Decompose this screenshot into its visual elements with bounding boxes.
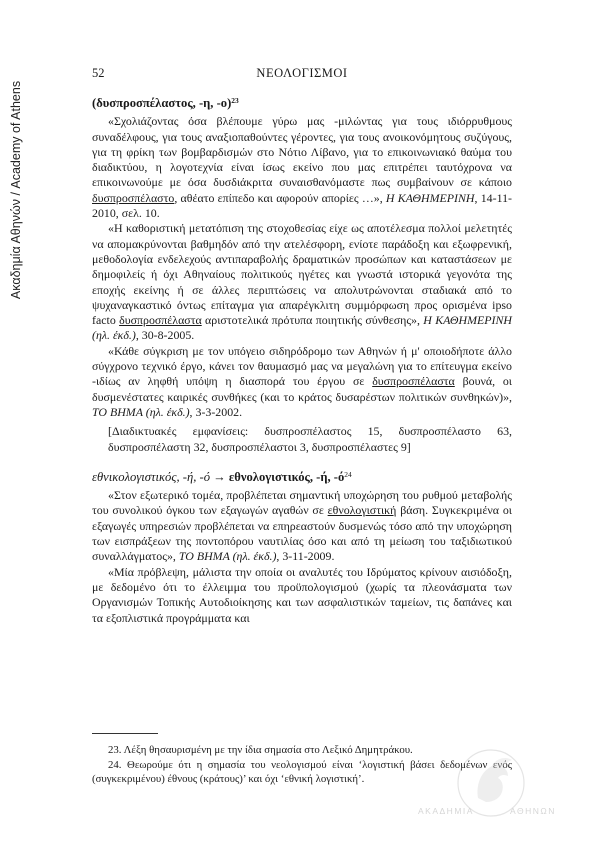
quote-text: «Κάθε σύγκριση με τον υπόγειο σιδηρόδρομο των Αθηνών ή μ' οποιοδήποτε άλλο σύγχρονο τεχνικό έργο, κάνει τον θαυμασμό μας να μεγαλώνη για το επίτευγμα εκείνο -ιδίως αν ληφθή υπόψη η διασπορά του έργου σε — [92, 343, 512, 389]
side-label — [4, 40, 28, 340]
footnote-divider — [92, 733, 158, 734]
headword-old: εθνικολογιστικός, -ή, -ό — [92, 469, 210, 484]
headword-text: (δυσπροσπέλαστος, -η, -ο) — [92, 96, 232, 110]
side-label-text: Ακαδημία Αθηνών / Academy of Athens — [9, 80, 23, 300]
source-edition: (ηλ. έκδ.) — [92, 328, 136, 343]
source-date: , 30-8-2005. — [135, 328, 195, 343]
running-title: ΝΕΟΛΟΓΙΣΜΟΙ — [256, 66, 348, 80]
quotation: «Μία πρόβλεψη, μάλιστα την οποία οι αναλυτές του Ιδρύματος κρίνουν αισιόδοξη, με δεδομένο ότι το έλλειμμα του προϋπολογισμού (χωρίς τα πλεονάσματα των Οργανισμών Τοπικής Αυτοδιοίκησης και των ασφαλιστικών ταμείων, τις δαπάνες και τα εξοπλιστικά προγράμματα και — [92, 564, 512, 625]
quote-text: αριστοτελικά πρότυπα ποιητικής σύνθεσης», — [201, 313, 424, 328]
source-date: , 3-11-2009. — [276, 549, 335, 564]
arrow-symbol: → — [210, 469, 229, 484]
quotation — [92, 488, 512, 564]
highlighted-term: δυσπροσπέλαστα — [372, 374, 455, 389]
quote-text: βουνά, οι δυσμενέστατες καιρικές συνθήκες (και το κράτος δυσαρέστων πολιτικών συνθηκών)», — [92, 374, 512, 404]
source-edition: (ηλ. έκδ.) — [229, 549, 277, 564]
watermark-text-right: ΑΘΗΝΩΝ — [510, 806, 556, 816]
highlighted-term: δυσπροσπέλαστο — [92, 190, 175, 205]
quote-text: , αθέατο επίπεδο και αφορούν απορίες …», — [174, 190, 386, 205]
page-number: 52 — [92, 66, 105, 80]
watermark-text-left: ΑΚΑΔΗΜΙΑ — [418, 806, 474, 816]
highlighted-term: εθνολογιστική — [327, 503, 397, 518]
quotation — [92, 344, 512, 420]
source-edition: (ηλ. έκδ.) — [142, 404, 190, 419]
source-title: ΤΟ ΒΗΜΑ — [178, 549, 230, 564]
entry-headword — [92, 470, 512, 485]
highlighted-term: δυσπροσπέλαστα — [119, 313, 202, 328]
source-date: , 14-11-2010, σελ. 10. — [92, 190, 512, 221]
quote-text: «Στον εξωτερικό τομέα, προβλέπεται σημαντική υποχώρηση του ρυθμού μεταβολής του συνολικού όγκου των εξαγωγών αγαθών σε — [92, 488, 512, 518]
internet-occurrences: [Διαδικτυακές εμφανίσεις: δυσπροσπέλαστος 15, δυσπροσπέλαστο 63, δυσπροσπέλαστη 32, δυσπροσπέλαστοι 3, δυσπροσπέλαστες 9] — [108, 424, 512, 454]
footnote: 24. Θεωρούμε ότι η σημασία του νεολογισμού είναι ‘λογιστική βάσει δεδομένων ενός (συγκεκριμένου) έθνους (κράτους)’ και όχι ‘εθνική λογιστική’. — [92, 758, 512, 785]
source-title: Η ΚΑΘΗΜΕΡΙΝΗ — [385, 190, 475, 205]
quote-text: «Η καθοριστική μετατόπιση της στοχοθεσίας είχε ως αποτέλεσμα πολλοί μελετητές να απομακρύνονται βαθμηδόν από την ατελέσφορη, ενίοτε παράδοξη και εξωφρενική, μεθοδολογία ενδελεχούς αντιπαραβολής δραματικών προσώπων και καταστάσεων με δημοφιλείς ή όχι Αθηναίους πολιτικούς ηγέτες και γνωστά ιστορικά γεγονότα της εποχής εκείνης ή σε άλλες περιπτώσεις να απολυτρώνονται σταδιακά από το ψυχαναγκαστικό όντως επίταγμα για απαρέγκλιτη συμμόρφωση προς ορισμένα ipso facto — [92, 221, 512, 328]
source-date: , 3-3-2002. — [189, 404, 243, 419]
footnote: 23. Λέξη θησαυρισμένη με την ίδια σημασία στο Λεξικό Δημητράκου. — [108, 744, 413, 756]
entry-headword — [92, 96, 512, 111]
quote-text: «Σχολιάζοντας όσα βλέπουμε γύρω μας -μιλώντας για τους ιδιόρρυθμους συναδέλφους, για τους αναξιοπαθούντες γέροντες, για τους ανοικονόμητους συζύγους, για τη φρίκη των βομβαρδισμών στο Νότιο Λίβανο, για το επικοινωνιακό θαύμα του διαδικτύου, η λογοτεχνία είναι ίσως εκείνο που μας επιτρέπει ταυτόχρονα να επικοινωνούμε με όσα δυσδιάκριτα συναισθανόμαστε πως συμβαίνουν σε κάποιο — [92, 114, 512, 190]
quotation — [92, 221, 512, 343]
quotation — [92, 114, 512, 221]
source-title: Η ΚΑΘΗΜΕΡΙΝΗ — [423, 313, 512, 328]
academy-watermark — [418, 748, 568, 838]
footnote-ref: 24 — [344, 469, 352, 479]
footnote-ref: 23 — [231, 96, 239, 105]
source-title: ΤΟ ΒΗΜΑ — [92, 404, 143, 419]
headword-new: εθνολογιστικός, -ή, -ό — [228, 469, 345, 484]
quote-text: βάση. Συγκεκριμένα οι εξαγωγές υπηρεσιών προβλέπεται να επηρεαστούν δυσμενώς τόσο από την υποχώρηση των εισπράξεων της ποντοπόρου ναυτιλίας όσο και από τη μείωση του ταξιδιωτικού συναλλάγματος», — [92, 503, 512, 564]
running-header — [92, 66, 512, 84]
main-content — [92, 96, 512, 626]
